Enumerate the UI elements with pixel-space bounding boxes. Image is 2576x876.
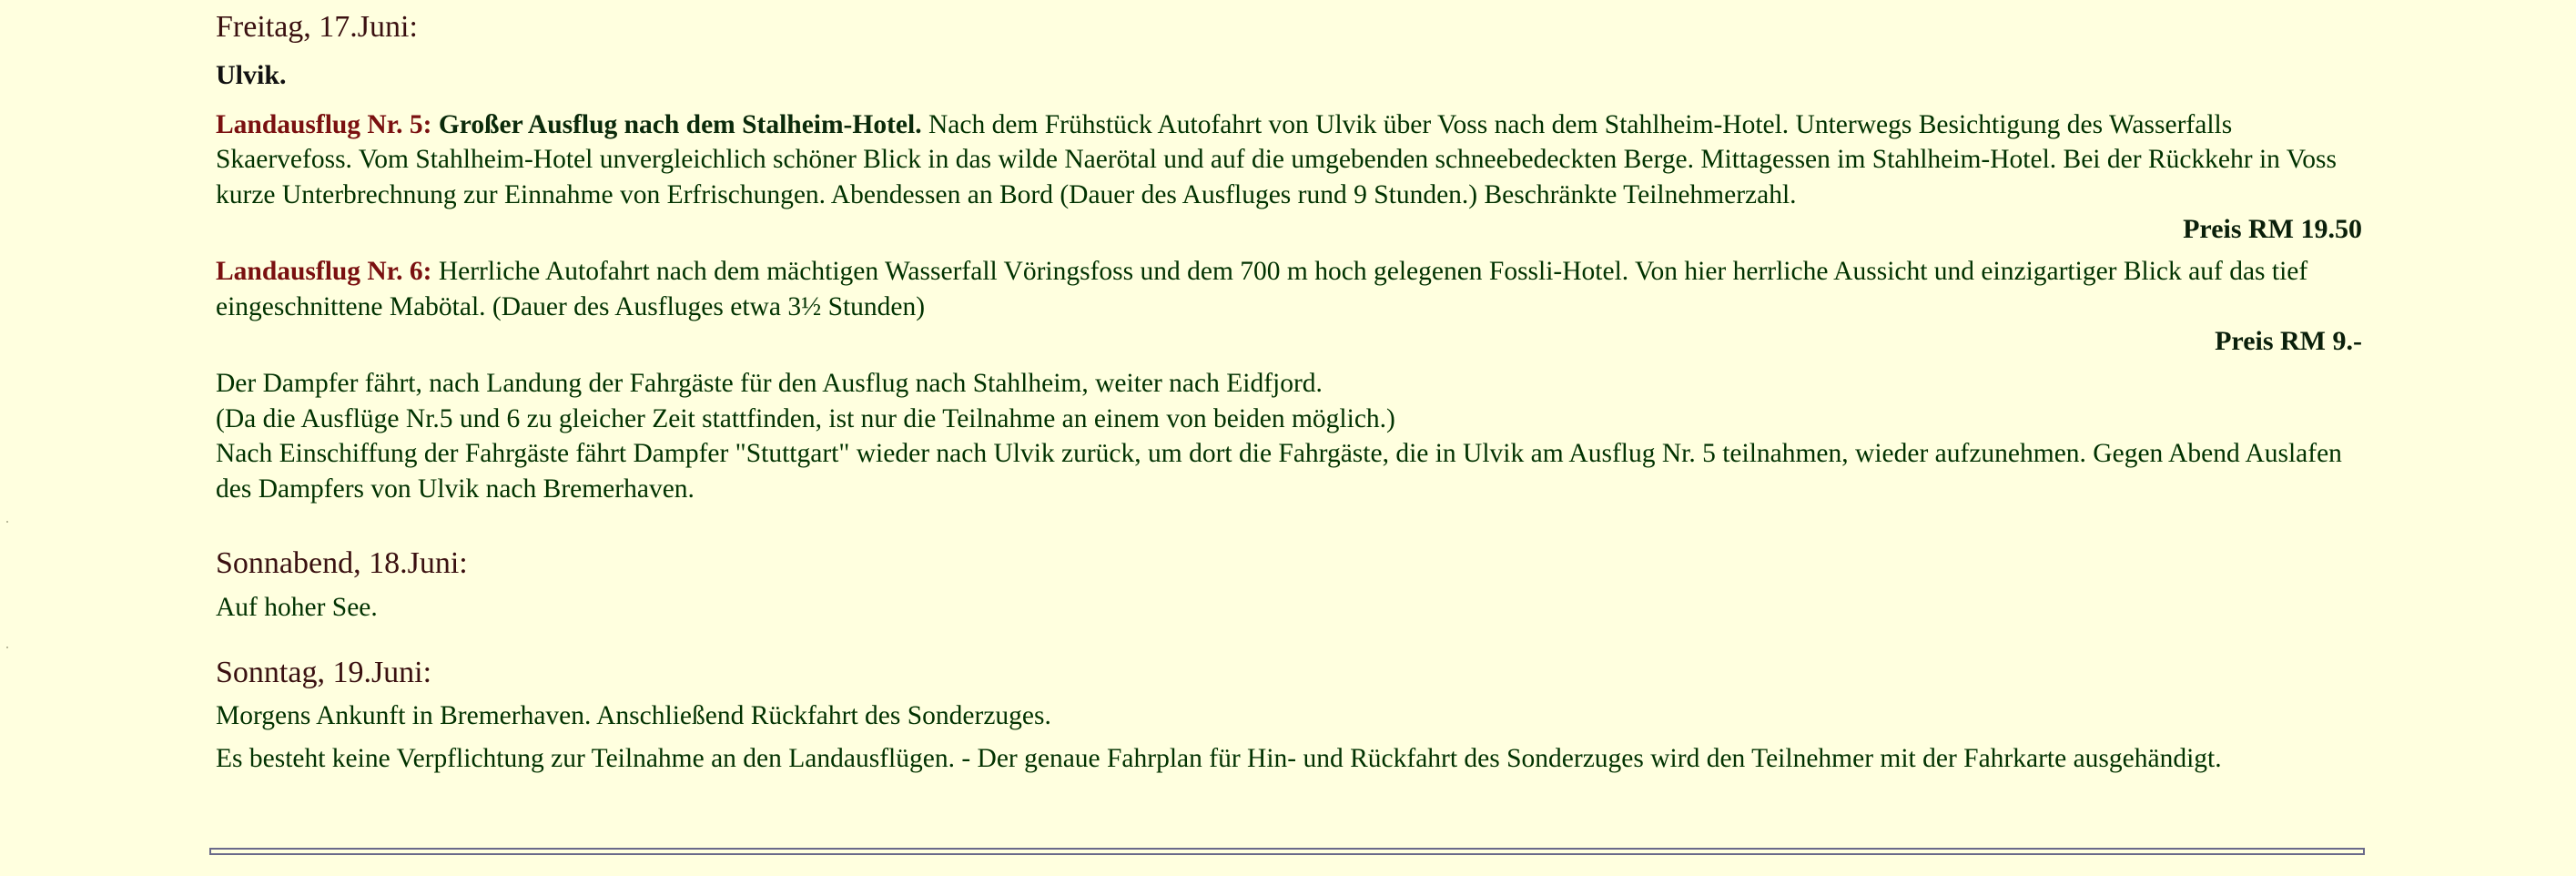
excursion-5-label: Landausflug Nr. 5: bbox=[216, 109, 432, 139]
stray-dot-top bbox=[6, 521, 8, 523]
excursion-5-description bbox=[216, 107, 2362, 213]
excursion-5-text: Nach dem Frühstück Autofahrt von Ulvik über Voss nach dem Stahlheim-Hotel. Unterwegs Besichtigung des Wasserfalls Skaervefoss. Vom Stahlheim-Hotel unvergleichlich schöner Blick in das wilde Naerötal und auf die umgebenden schneebedeckten Berge. Mittagessen im Stahlheim-Hotel. Bei der Rückkehr in Voss kurze Unterbrechnung zur Einnahme von Erfrischungen. Abendessen an Bord (Dauer des Ausfluges rund 9 Stunden.) Beschränkte Teilnehmerzahl. bbox=[216, 109, 2337, 209]
saturday-text: Auf hoher See. bbox=[216, 593, 378, 623]
day-heading-friday: Freitag, 17.Juni: bbox=[216, 10, 418, 44]
excursion-6-label: Landausflug Nr. 6: bbox=[216, 257, 432, 287]
sunday-text: Morgens Ankunft in Bremerhaven. Anschließend Rückfahrt des Sonderzuges. bbox=[216, 701, 1051, 731]
note-steamer-eidfjord: Der Dampfer fährt, nach Landung der Fahrgäste für den Ausflug nach Stahlheim, weiter nach Eidfjord. bbox=[216, 369, 1323, 399]
stray-dot-bottom bbox=[6, 647, 8, 648]
excursion-5-price: Preis RM 19.50 bbox=[2183, 214, 2362, 245]
day-heading-saturday: Sonnabend, 18.Juni: bbox=[216, 546, 468, 581]
friday-notes bbox=[216, 366, 2362, 506]
sunday-disclaimer: Es besteht keine Verpflichtung zur Teilnahme an den Landausflügen. - Der genaue Fahrplan für Hin- und Rückfahrt des Sonderzuges wird den Teilnehmer mit der Fahrkarte ausgehändigt. bbox=[216, 743, 2222, 773]
excursion-5-title: Großer Ausflug nach dem Stalheim-Hotel. bbox=[438, 109, 922, 139]
excursion-6-description bbox=[216, 254, 2362, 324]
note-excursion-overlap: (Da die Ausflüge Nr.5 und 6 zu gleicher Zeit stattfinden, ist nur die Teilnahme an einem von beiden möglich.) bbox=[216, 403, 1395, 433]
excursion-6-price: Preis RM 9.- bbox=[2215, 326, 2362, 357]
excursion-6-text: Herrliche Autofahrt nach dem mächtigen Wasserfall Vöringsfoss und dem 700 m hoch gelegenen Fossli-Hotel. Von hier herrliche Aussicht und einzigartiger Blick auf das tief eingeschnittene Mabötal. (Dauer des Ausfluges etwa 3½ Stunden) bbox=[216, 257, 2308, 321]
day-heading-sunday: Sonntag, 19.Juni: bbox=[216, 655, 432, 689]
place-ulvik: Ulvik. bbox=[216, 59, 287, 90]
note-return-ulvik: Nach Einschiffung der Fahrgäste fährt Dampfer "Stuttgart" wieder nach Ulvik zurück, um dort die Fahrgäste, die in Ulvik am Ausflug Nr. 5 teilnahmen, wieder aufzunehmen. Gegen Abend Auslafen des Dampfers von Ulvik nach Bremerhaven. bbox=[216, 439, 2342, 504]
footer-rule bbox=[209, 848, 2365, 855]
itinerary-content bbox=[216, 9, 2362, 776]
